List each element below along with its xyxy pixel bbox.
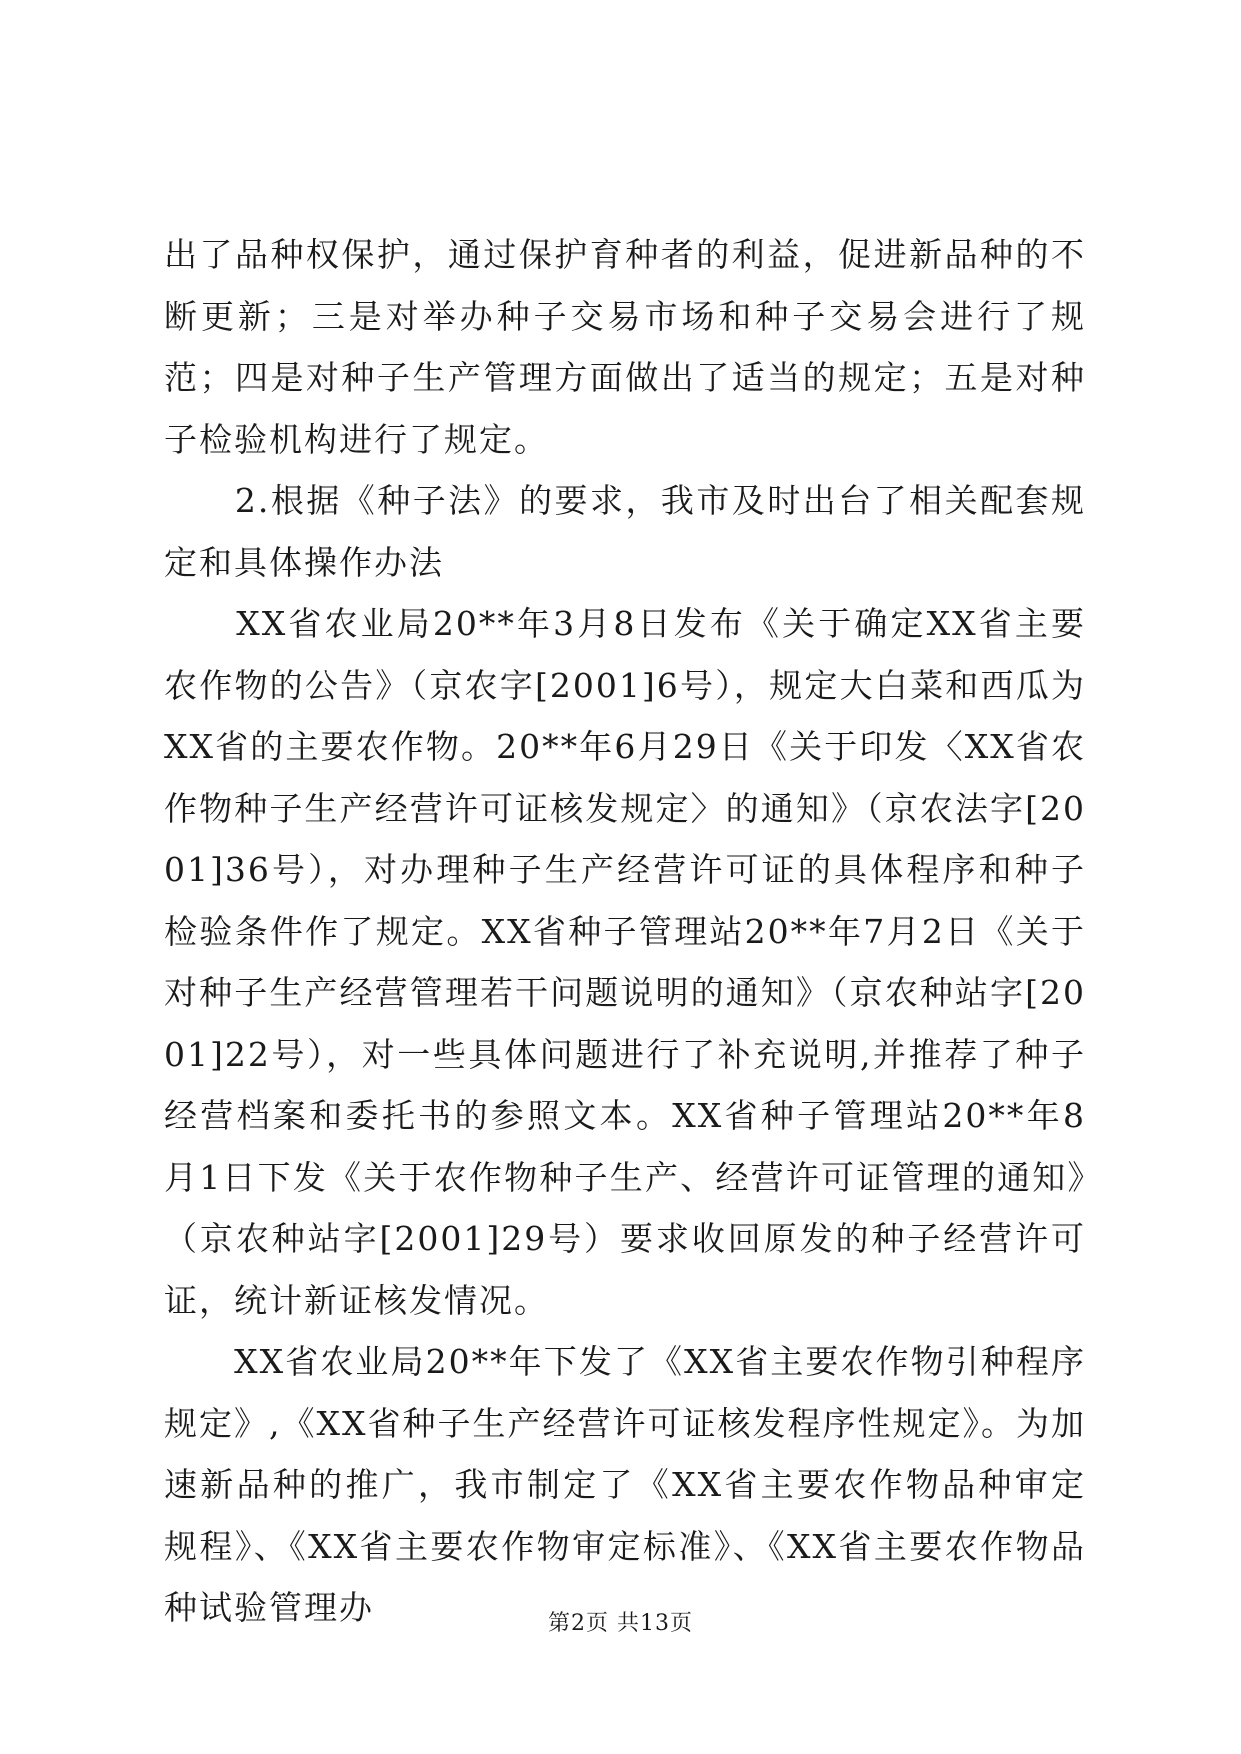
page-footer: 第2页 共13页 [548, 1611, 693, 1636]
paragraph-regulations: XX省农业局20**年3月8日发布《关于确定XX省主要农作物的公告》（京农字[2001]6号），规定大白菜和西瓜为XX省的主要农作物。20**年6月29日《关于印发〈XX省农作物种子生产经营许可证核发规定〉的通知》（京农法字[2001]36号），对办理种子生产经营许可证的具体程序和种子检验条件作了规定。XX省种子管理站20**年7月2日《关于对种子生产经营管理若干问题说明的通知》（京农种站字[2001]22号），对一些具体问题进行了补充说明,并推荐了种子经营档案和委托书的参照文本。XX省种子管理站20**年8月1日下发《关于农作物种子生产、经营许可证管理的通知》（京农种站字[2001]29号）要求收回原发的种子经营许可证，统计新证核发情况。 [164, 604, 1086, 1320]
paragraph-continuation: 出了品种权保护，通过保护育种者的利益，促进新品种的不断更新；三是对举办种子交易市场和种子交易会进行了规范；四是对种子生产管理方面做出了适当的规定；五是对种子检验机构进行了规定。 [164, 235, 1086, 459]
paragraph-heading-2: 2.根据《种子法》的要求，我市及时出台了相关配套规定和具体操作办法 [164, 481, 1086, 582]
paragraph-bureau-documents: XX省农业局20**年下发了《XX省主要农作物引种程序规定》,《XX省种子生产经营许可证核发程序性规定》。为加速新品种的推广，我市制定了《XX省主要农作物品种审定规程》、《XX省主要农作物审定标准》、《XX省主要农作物品种试验管理办 [164, 1342, 1086, 1627]
body-text [164, 224, 1086, 1639]
